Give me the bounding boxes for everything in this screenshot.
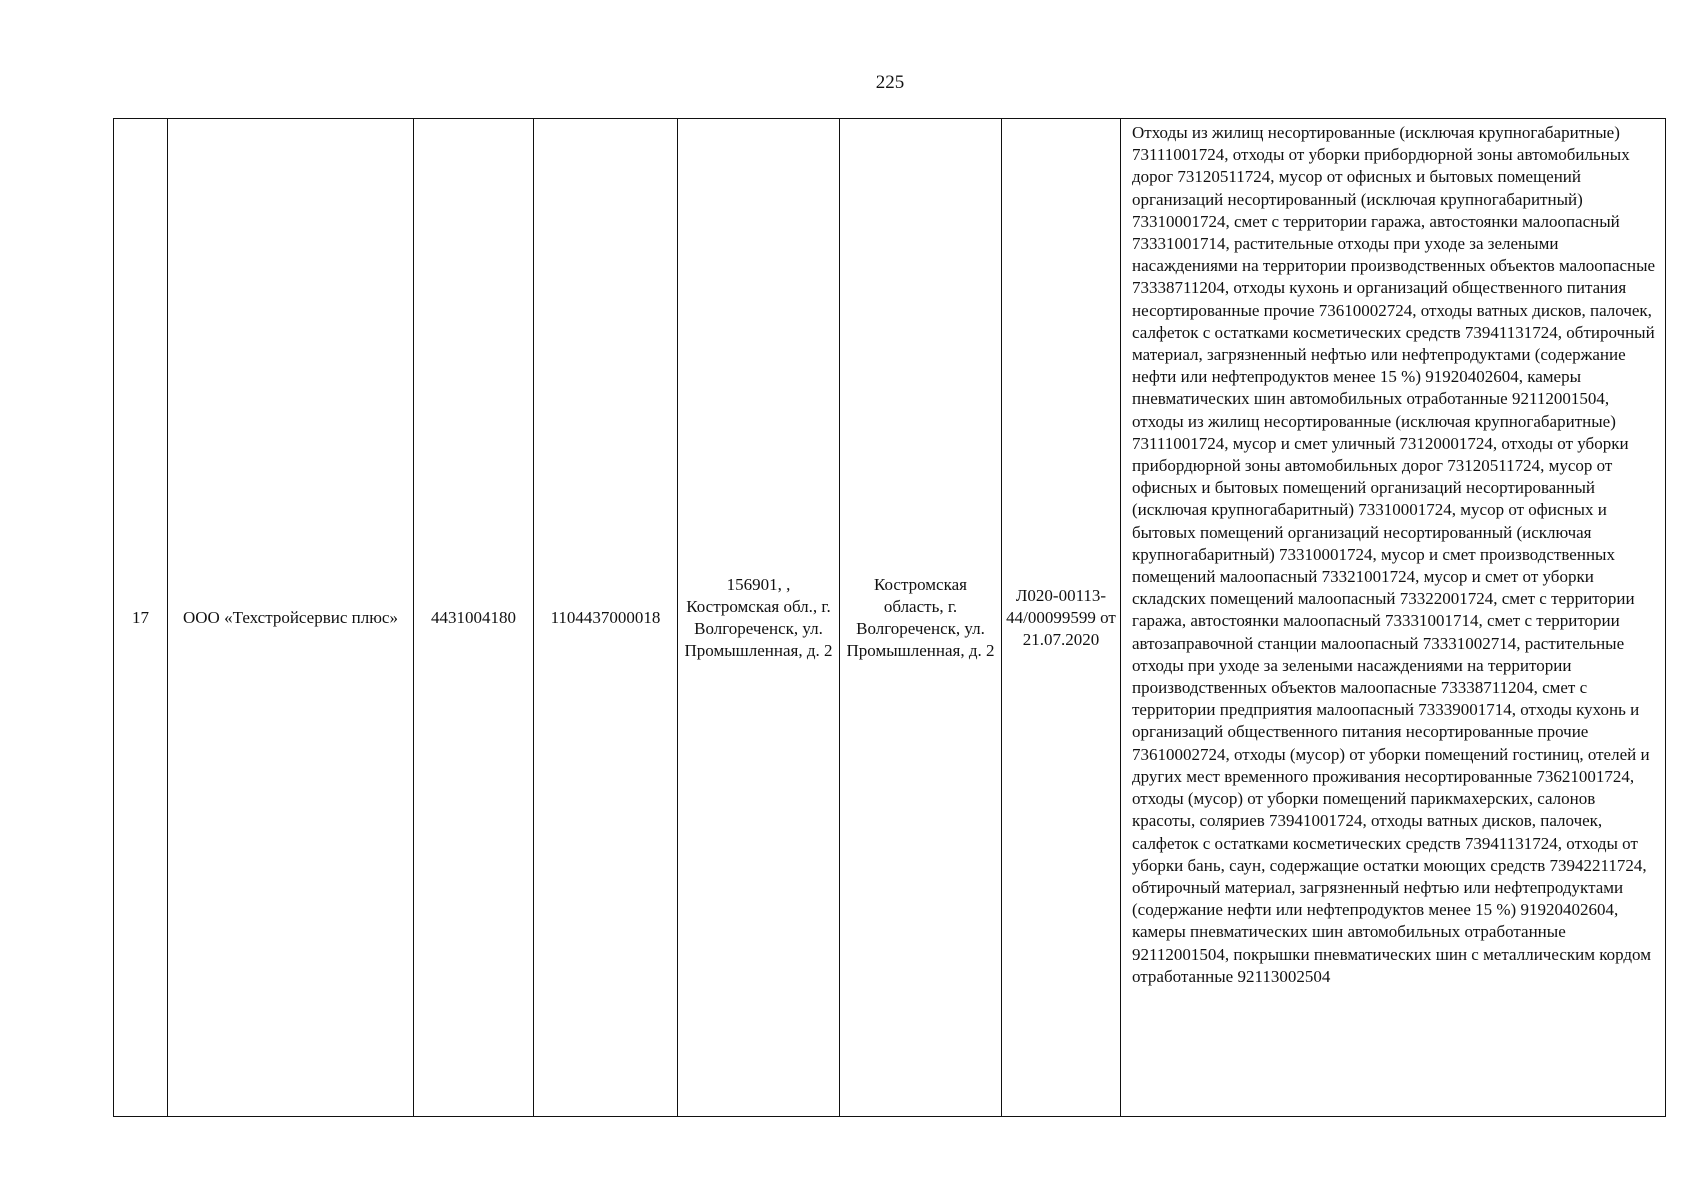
ogrn-cell: 1104437000018 [534, 119, 678, 1117]
license-registry-table [113, 118, 1666, 1117]
row-number-cell: 17 [114, 119, 168, 1117]
legal-address-cell: 156901, , Костромская обл., г. Волгореченск, ул. Промышленная, д. 2 [678, 119, 840, 1117]
inn-cell: 4431004180 [414, 119, 534, 1117]
license-number-cell: Л020-00113-44/00099599 от 21.07.2020 [1002, 119, 1121, 1117]
table-row [114, 119, 1666, 1117]
waste-types-cell: Отходы из жилищ несортированные (исключая крупногабаритные) 73111001724, отходы от уборки прибордюрной зоны автомобильных дорог 73120511724, мусор от офисных и бытовых помещений организаций несортированный (исключая крупногабаритный) 73310001724, смет с территории гаража, автостоянки малоопасный 73331001714, растительные отходы при уходе за зелеными насаждениями на территории производственных объектов малоопасные 73338711204, отходы кухонь и организаций общественного питания несортированные прочие 73610002724, отходы ватных дисков, палочек, салфеток с остатками косметических средств 73941131724, обтирочный материал, загрязненный нефтью или нефтепродуктами (содержание нефти или нефтепродуктов менее 15 %) 91920402604, камеры пневматических шин автомобильных отработанные 92112001504, отходы из жилищ несортированные (исключая крупногабаритные) 73111001724, мусор и смет уличный 73120001724, отходы от уборки прибордюрной зоны автомобильных дорог 73120511724, мусор от офисных и бытовых помещений организаций несортированный (исключая крупногабаритный) 73310001724, мусор от офисных и бытовых помещений организаций несортированный (исключая крупногабаритный) 73310001724, мусор и смет производственных помещений малоопасный 73321001724, мусор и смет от уборки складских помещений малоопасный 73322001724, смет с территории гаража, автостоянки малоопасный 73331001714, смет с территории автозаправочной станции малоопасный 73331002714, растительные отходы при уходе за зелеными насаждениями на территории производственных объектов малоопасные 73338711204, смет с территории предприятия малоопасный 73339001714, отходы кухонь и организаций общественного питания несортированные прочие 73610002724, отходы (мусор) от уборки помещений гостиниц, отелей и других мест временного проживания несортированные 73621001724, отходы (мусор) от уборки помещений парикмахерских, салонов красоты, соляриев 73941001724, отходы ватных дисков, палочек, салфеток с остатками косметических средств 73941131724, отходы от уборки бань, саун, содержащие остатки моющих средств 73942211724, обтирочный материал, загрязненный нефтью или нефтепродуктами (содержание нефти или нефтепродуктов менее 15 %) 91920402604, камеры пневматических шин автомобильных отработанные 92112001504, покрышки пневматических шин с металлическим кордом отработанные 92113002504 [1121, 119, 1666, 1117]
organization-name-cell: ООО «Техстройсервис плюс» [168, 119, 414, 1117]
page-number: 225 [875, 72, 905, 93]
activity-address-cell: Костромская область, г. Волгореченск, ул. Промышленная, д. 2 [840, 119, 1002, 1117]
